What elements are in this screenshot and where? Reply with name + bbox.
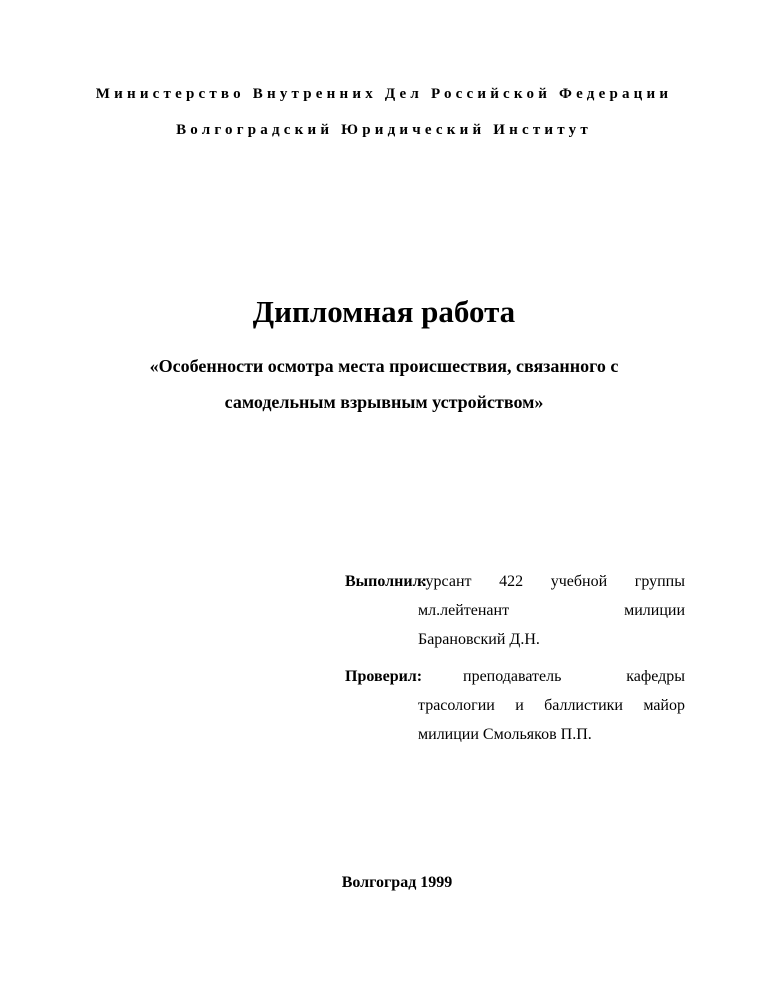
performed-label: Выполнил: bbox=[345, 573, 427, 590]
topic-line-2: самодельным взрывным устройством» bbox=[224, 392, 544, 412]
performed-row-2 bbox=[345, 602, 685, 631]
ministry-name: Министерство Внутренних Дел Российской Федерации bbox=[95, 86, 673, 102]
performed-word: группы bbox=[634, 573, 685, 590]
checked-word: майор bbox=[643, 697, 685, 714]
checked-line-3: милиции Смольяков П.П. bbox=[418, 726, 592, 743]
performed-row-3 bbox=[345, 631, 685, 660]
performed-word: курсант bbox=[418, 573, 472, 590]
topic-line-1: «Особенности осмотра места происшествия, связанного с bbox=[149, 356, 619, 376]
checked-word: преподаватель bbox=[463, 668, 562, 685]
performed-word: мл.лейтенант bbox=[418, 602, 510, 619]
city-and-year: Волгоград 1999 bbox=[341, 874, 453, 891]
checked-line-2 bbox=[418, 697, 685, 715]
performed-word: 422 bbox=[499, 573, 524, 590]
checked-word: трасологии bbox=[418, 697, 495, 714]
performed-row-1 bbox=[345, 573, 685, 602]
performed-line-3: Барановский Д.Н. bbox=[418, 631, 540, 648]
document-type-title: Дипломная работа bbox=[252, 294, 516, 329]
performed-word: учебной bbox=[550, 573, 608, 590]
institute-name: Волгоградский Юридический Институт bbox=[176, 122, 592, 138]
checked-word: кафедры bbox=[626, 668, 685, 685]
performed-word: милиции bbox=[624, 602, 685, 619]
checked-row-1 bbox=[345, 668, 685, 697]
performed-line-2 bbox=[418, 602, 685, 620]
checked-row-2 bbox=[345, 697, 685, 726]
checked-line-1 bbox=[463, 668, 685, 686]
performed-line-1 bbox=[418, 573, 685, 591]
checked-word: и bbox=[515, 697, 524, 714]
checked-row-3 bbox=[345, 726, 685, 755]
signature-block bbox=[345, 573, 685, 755]
checked-label: Проверил: bbox=[345, 668, 423, 685]
checked-word: баллистики bbox=[544, 697, 623, 714]
